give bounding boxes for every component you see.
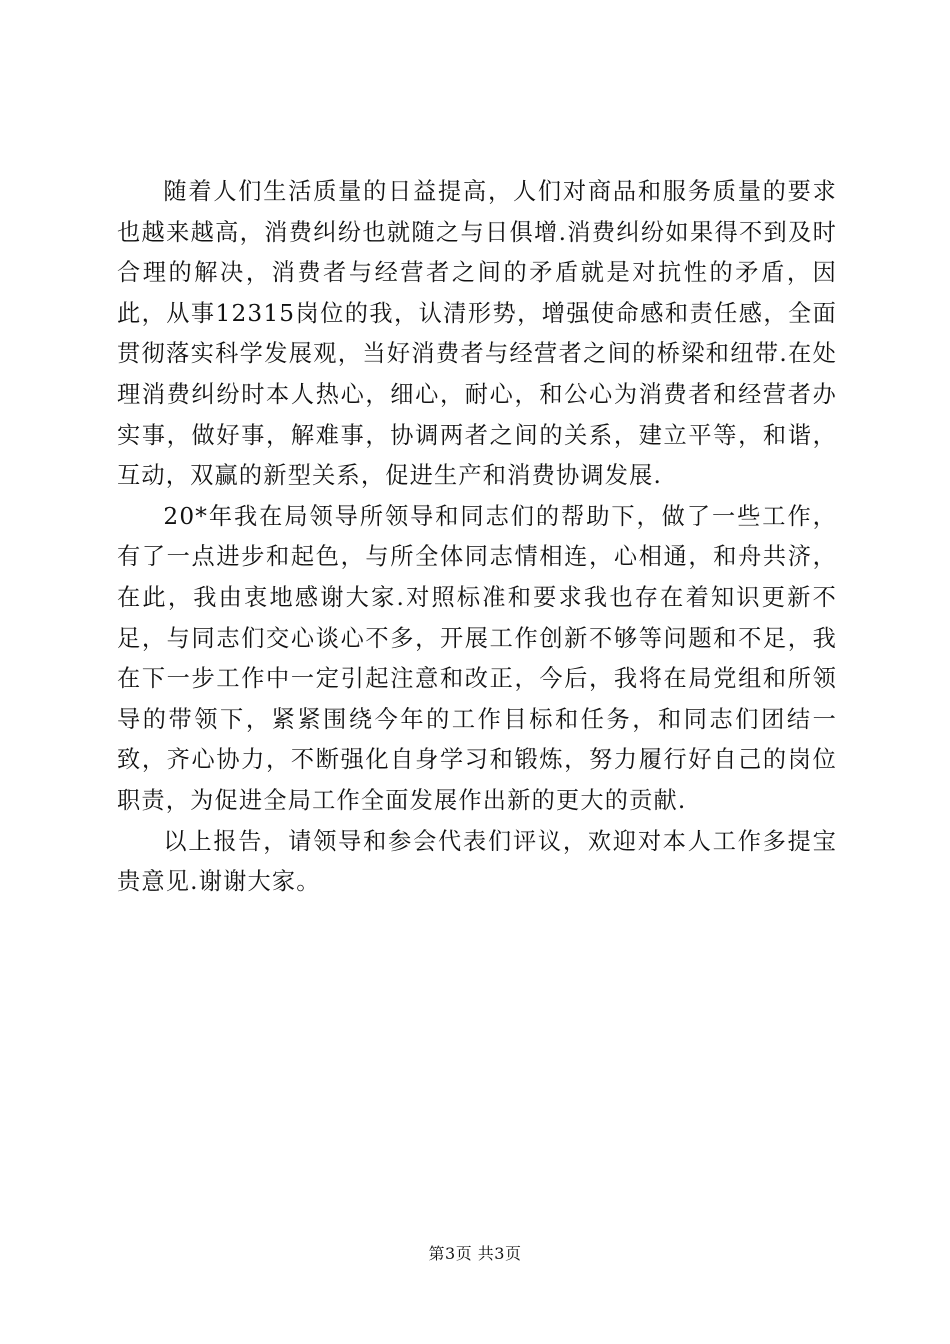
document-body — [117, 172, 837, 903]
page-number-footer: 第3页 共3页 — [428, 1244, 522, 1263]
paragraph-work-summary: 20*年我在局领导所领导和同志们的帮助下，做了一些工作，有了一点进步和起色，与所全体同志情相连，心相通，和舟共济，在此，我由衷地感谢大家.对照标准和要求我也存在着知识更新不足，与同志们交心谈心不多，开展工作创新不够等问题和不足，我在下一步工作中一定引起注意和改正，今后，我将在局党组和所领导的带领下，紧紧围绕今年的工作目标和任务，和同志们团结一致，齐心协力，不断强化自身学习和锻炼，努力履行好自己的岗位职责，为促进全局工作全面发展作出新的更大的贡献. — [117, 502, 837, 814]
paragraph-closing: 以上报告，请领导和参会代表们评议，欢迎对本人工作多提宝贵意见.谢谢大家。 — [117, 827, 837, 896]
paragraph-consumer-disputes: 随着人们生活质量的日益提高，人们对商品和服务质量的要求也越来越高，消费纠纷也就随之与日俱增.消费纠纷如果得不到及时合理的解决，消费者与经营者之间的矛盾就是对抗性的矛盾，因此，从事12315岗位的我，认清形势，增强使命感和责任感，全面贯彻落实科学发展观，当好消费者与经营者之间的桥梁和纽带.在处理消费纠纷时本人热心，细心，耐心，和公心为消费者和经营者办实事，做好事，解难事，协调两者之间的关系，建立平等，和谐，互动，双赢的新型关系，促进生产和消费协调发展. — [117, 178, 837, 490]
